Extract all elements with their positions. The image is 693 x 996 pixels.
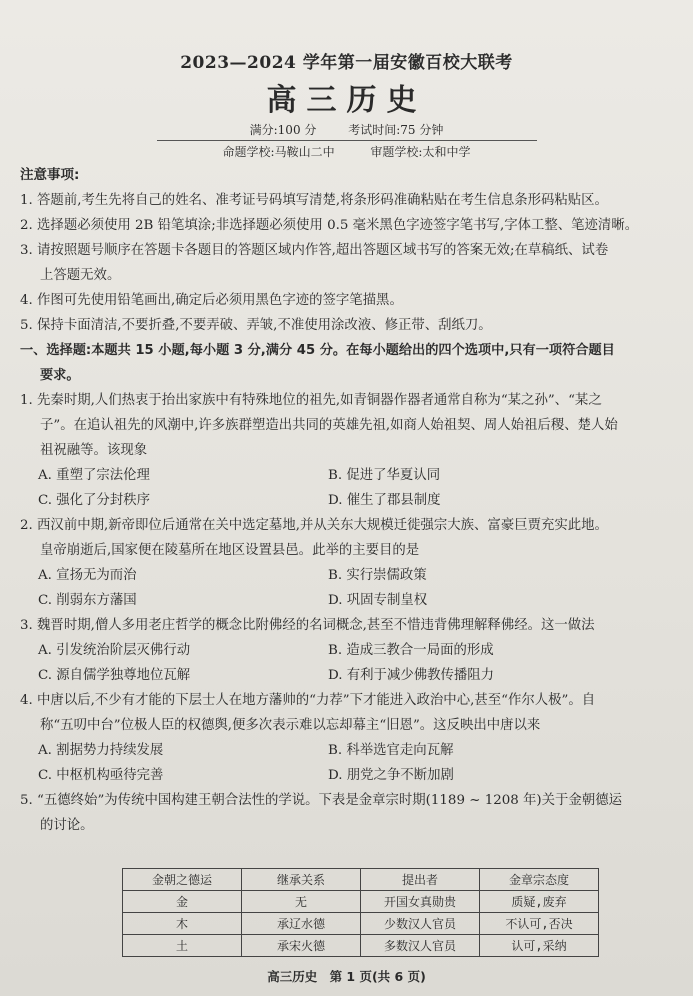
section-heading: 一、选择题:本题共 15 小题,每小题 3 分,满分 45 分。在每小题给出的四个选项中,只有一项符合题目	[20, 343, 615, 358]
notice-item: 5. 保持卡面清洁,不要折叠,不要弄破、弄皱,不准使用涂改液、修正带、刮纸刀。	[20, 318, 492, 333]
table-cell: 木	[123, 913, 242, 935]
footer-page-number: 第 1 页(共 6 页)	[329, 969, 426, 984]
option-d: D. 催生了郡县制度	[328, 493, 441, 508]
deyun-table	[122, 868, 599, 957]
notice-item: 2. 选择题必须使用 2B 铅笔填涂;非选择题必须使用 0.5 毫米黑色字迹签字笔书写,字体工整、笔迹清晰。	[20, 218, 639, 233]
option-b: B. 造成三教合一局面的形成	[328, 643, 494, 658]
notice-item: 1. 答题前,考生先将自己的姓名、准考证号码填写清楚,将条形码准确粘贴在考生信息条形码粘贴区。	[20, 193, 608, 208]
option-d: D. 有利于减少佛教传播阻力	[328, 668, 495, 683]
subject-title: 高三历史	[266, 83, 427, 118]
option-a: A. 重塑了宗法伦理	[38, 468, 150, 483]
question-5	[20, 788, 680, 838]
table-header-row	[123, 869, 599, 891]
question-stem: 2. 西汉前中期,新帝即位后通常在关中选定墓地,并从关东大规模迁徙强宗大族、富豪巨贾充实此地。	[20, 518, 608, 533]
notice-item: 3. 请按照题号顺序在答题卡各题目的答题区域内作答,超出答题区域书写的答案无效;在草稿纸、试卷	[20, 243, 609, 258]
table-cell: 无	[242, 891, 361, 913]
table-row	[123, 935, 599, 957]
option-list	[20, 463, 680, 513]
exam-header	[0, 48, 693, 160]
question-stem: 子”。在追认祖先的风潮中,许多族群塑造出共同的英雄先祖,如商人始祖契、周人始祖后稷、楚人始	[40, 418, 618, 433]
option-a: A. 割据势力持续发展	[38, 743, 164, 758]
question-1	[20, 388, 680, 513]
full-score: 满分:100 分	[249, 123, 317, 137]
option-c: C. 强化了分封秩序	[38, 493, 151, 508]
option-d: D. 巩固专制皇权	[328, 593, 428, 608]
exam-time: 考试时间:75 分钟	[348, 123, 444, 137]
setter-school: 命题学校:马鞍山二中	[222, 145, 335, 159]
table-cell: 金	[123, 891, 242, 913]
question-stem: 祖祝融等。该现象	[40, 443, 148, 458]
table-cell: 土	[123, 935, 242, 957]
table-cell: 少数汉人官员	[361, 913, 480, 935]
table-cell: 承辽水德	[242, 913, 361, 935]
reviewer-school: 审题学校:太和中学	[370, 145, 471, 159]
question-2	[20, 513, 680, 613]
option-list	[20, 738, 680, 788]
exam-name: 2023—2024 学年第一届安徽百校大联考	[180, 53, 513, 73]
option-b: B. 实行崇儒政策	[328, 568, 427, 583]
footer-subject: 高三历史	[267, 969, 318, 984]
option-c: C. 削弱东方藩国	[38, 593, 137, 608]
exam-content	[20, 163, 680, 838]
question-stem: 皇帝崩逝后,国家便在陵墓所在地区设置县邑。此举的主要目的是	[40, 543, 420, 558]
option-a: A. 宣扬无为而治	[38, 568, 137, 583]
option-b: B. 科举选官走向瓦解	[328, 743, 454, 758]
table-cell: 认可,采纳	[480, 935, 599, 957]
option-list	[20, 563, 680, 613]
table-header: 金朝之德运	[123, 869, 242, 891]
notice-item: 4. 作图可先使用铅笔画出,确定后必须用黑色字迹的签字笔描黑。	[20, 293, 403, 308]
table-cell: 承宋火德	[242, 935, 361, 957]
option-a: A. 引发统治阶层灭佛行动	[38, 643, 191, 658]
option-c: C. 中枢机构亟待完善	[38, 768, 164, 783]
page-footer	[0, 967, 693, 985]
question-stem: 称“五叨中台”位极人臣的权德舆,便多次表示难以忘却幕主“旧恩”。这反映出中唐以来	[40, 718, 541, 733]
table-row	[123, 891, 599, 913]
option-list	[20, 638, 680, 688]
question-stem: 4. 中唐以后,不少有才能的下层士人在地方藩帅的“力荐”下才能进入政治中心,甚至“作尔人极”。自	[20, 693, 596, 708]
table-header: 提出者	[361, 869, 480, 891]
table-header: 金章宗态度	[480, 869, 599, 891]
table-cell: 开国女真勋贵	[361, 891, 480, 913]
header-divider	[157, 140, 537, 141]
exam-meta	[0, 121, 693, 138]
table-row	[123, 913, 599, 935]
section-heading-cont: 要求。	[40, 368, 80, 383]
question-stem: 3. 魏晋时期,僧人多用老庄哲学的概念比附佛经的名词概念,甚至不惜违背佛理解释佛经。这一做法	[20, 618, 595, 633]
option-d: D. 朋党之争不断加剧	[328, 768, 454, 783]
exam-schools	[0, 143, 693, 160]
table-cell: 多数汉人官员	[361, 935, 480, 957]
table-header: 继承关系	[242, 869, 361, 891]
question-stem: 的讨论。	[40, 818, 94, 833]
option-b: B. 促进了华夏认同	[328, 468, 441, 483]
table-cell: 质疑,废弃	[480, 891, 599, 913]
question-stem: 1. 先秦时期,人们热衷于抬出家族中有特殊地位的祖先,如青铜器作器者通常自称为“某之孙”、“某之	[20, 393, 602, 408]
table-cell: 不认可,否决	[480, 913, 599, 935]
option-c: C. 源自儒学独尊地位瓦解	[38, 668, 191, 683]
notice-title: 注意事项:	[20, 167, 80, 183]
question-4	[20, 688, 680, 788]
question-3	[20, 613, 680, 688]
notice-item: 上答题无效。	[40, 268, 121, 283]
question-stem: 5. “五德终始”为传统中国构建王朝合法性的学说。下表是金章宗时期(1189 ~ 1208 年)关于金朝德运	[20, 793, 622, 808]
